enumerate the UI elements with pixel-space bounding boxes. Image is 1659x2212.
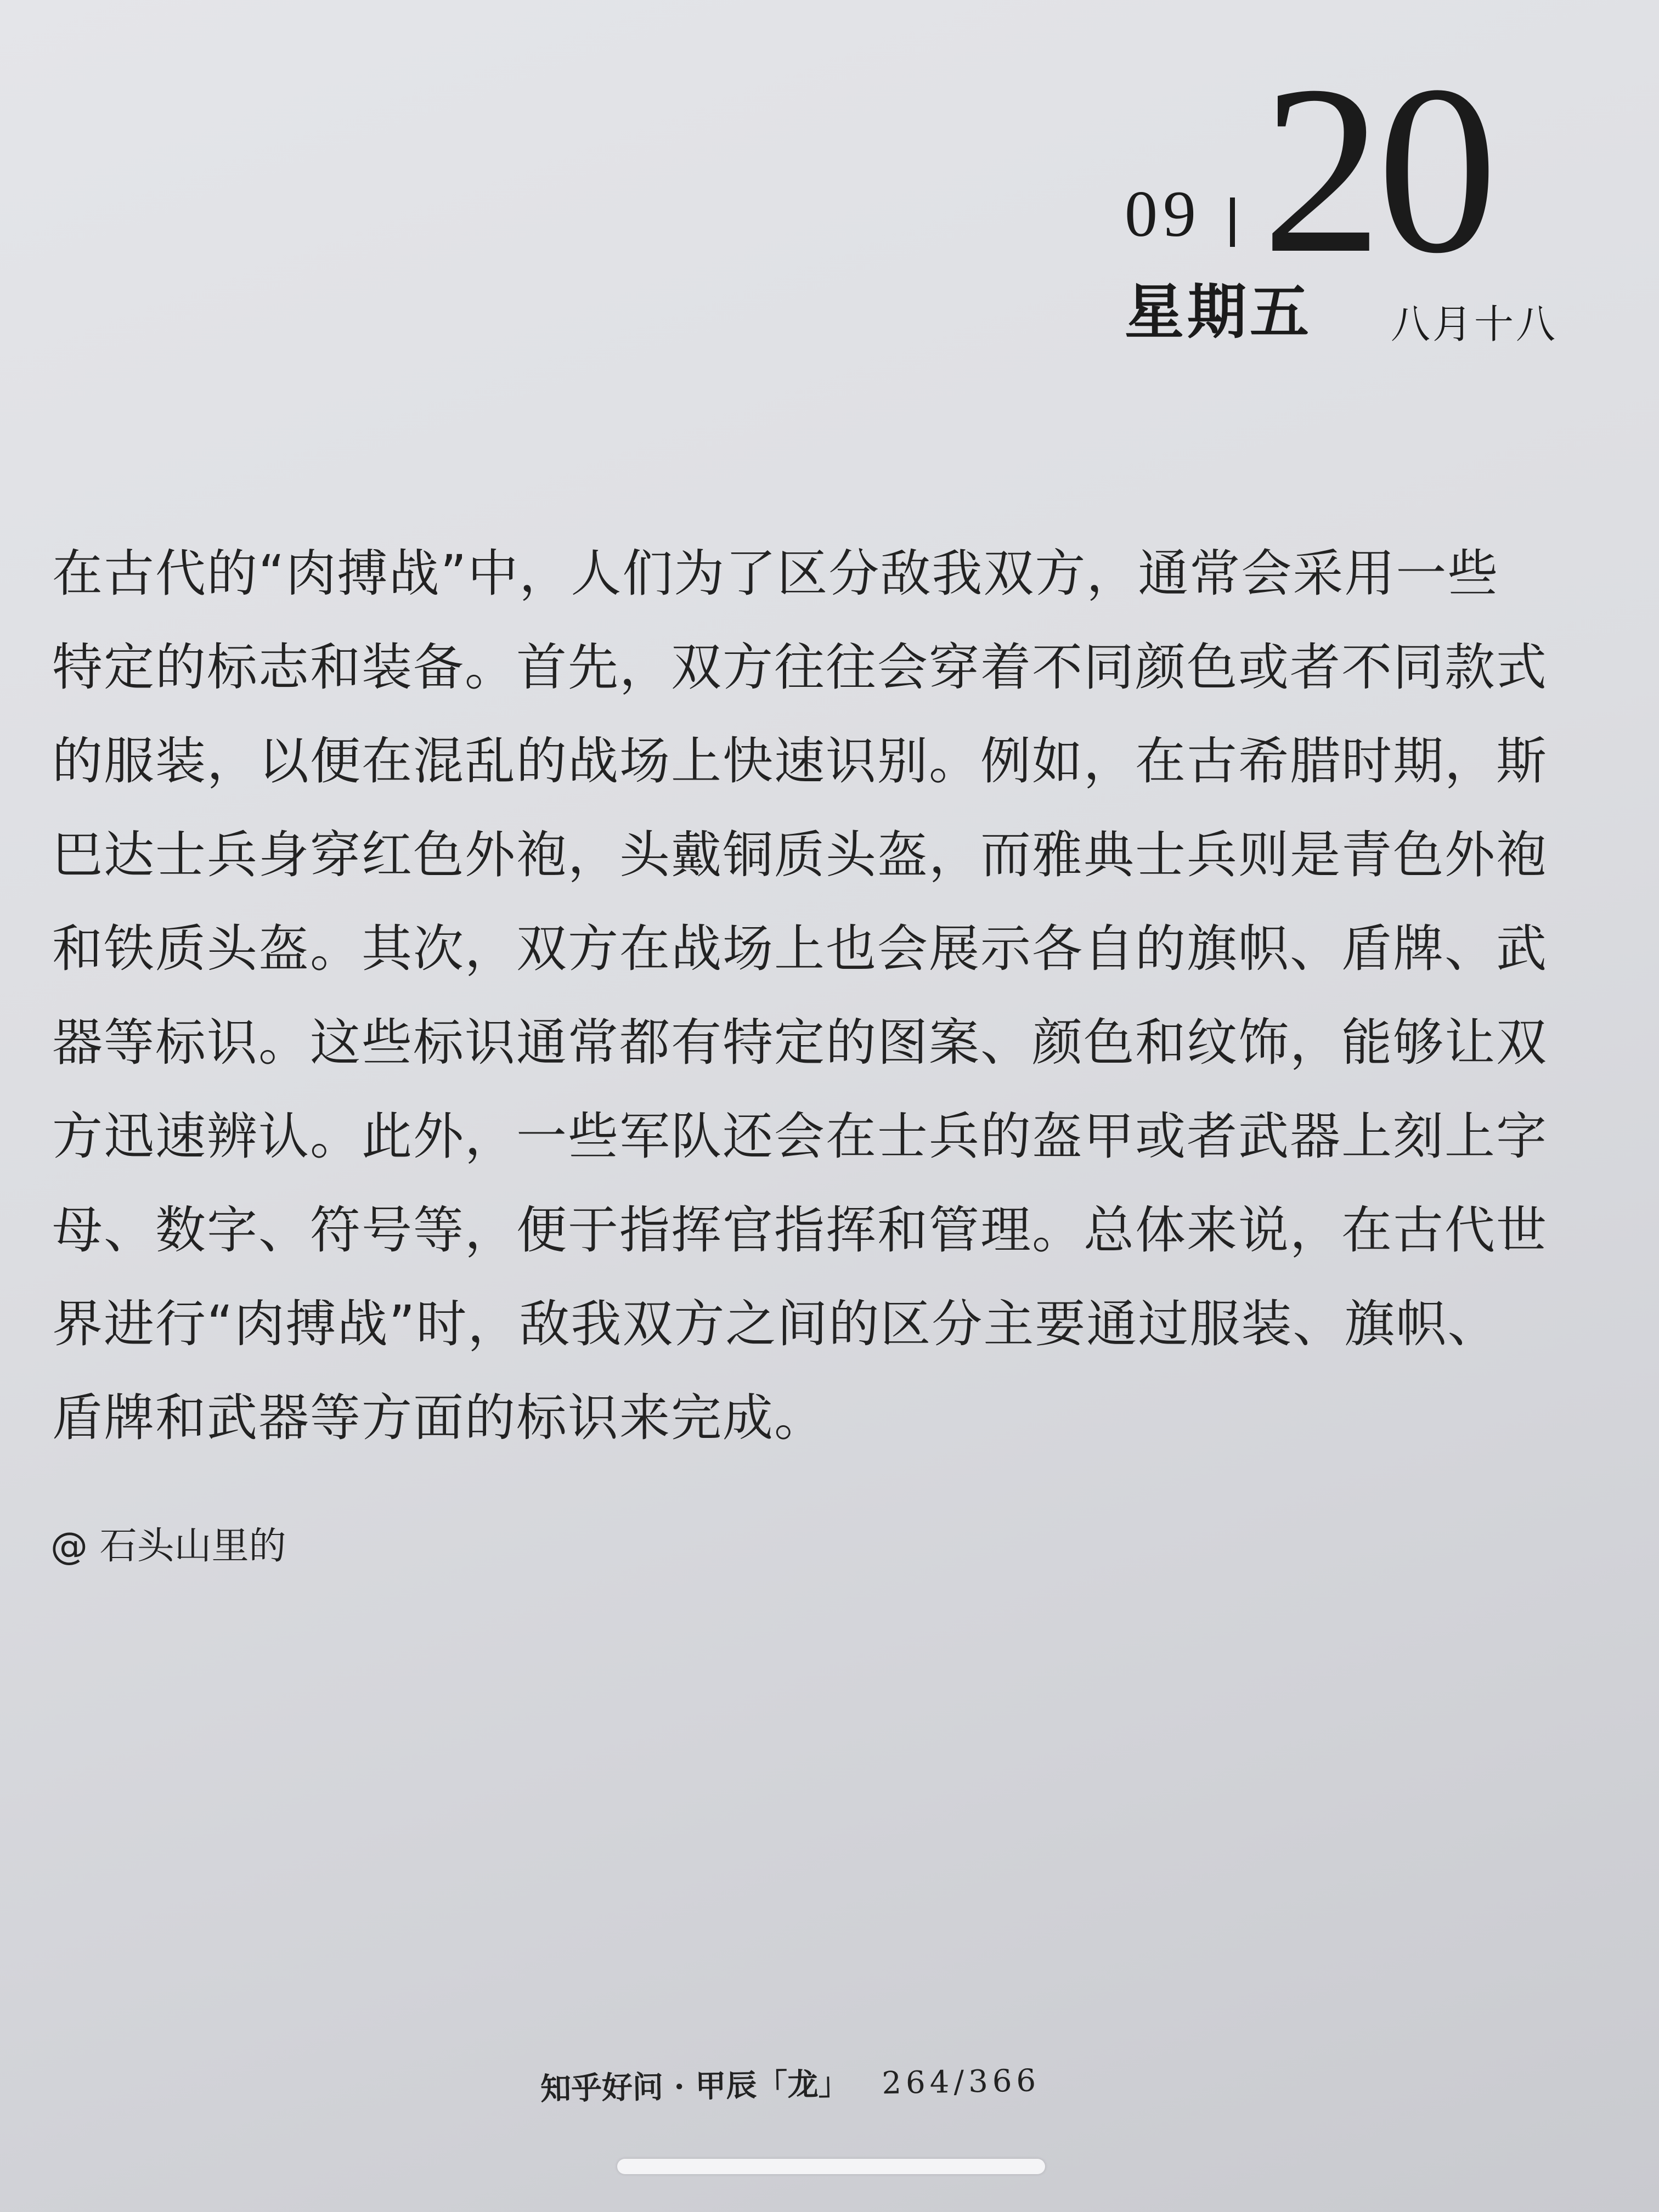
body-line: 方迅速辨认。此外，一些军队还会在士兵的盔甲或者武器上刻上字 [52, 1107, 1548, 1166]
lunar-date: 八月十八 [1391, 301, 1558, 347]
article-body [52, 527, 1610, 1465]
footer-title: 知乎好问 · 甲辰「龙」 [540, 2066, 849, 2107]
body-line: 的服装，以便在混乱的战场上快速识别。例如，在古希腊时期，斯 [52, 732, 1548, 791]
date-separator [1230, 198, 1235, 247]
author-credit: @ 石头山里的 [50, 1525, 286, 1568]
body-line: 巴达士兵身穿红色外袍，头戴铜质头盔，而雅典士兵则是青色外袍 [52, 826, 1548, 884]
body-line: 盾牌和武器等方面的标识来完成。 [52, 1389, 826, 1447]
page-footer [540, 2065, 1041, 2105]
day-number: 20 [1262, 36, 1492, 303]
body-line: 界进行“肉搏战”时，敌我双方之间的区分主要通过服装、旗帜、 [52, 1295, 1499, 1353]
page-number: 264/366 [881, 2063, 1041, 2102]
body-line: 母、数字、符号等，便于指挥官指挥和管理。总体来说，在古代世 [52, 1201, 1548, 1260]
home-indicator[interactable] [617, 2159, 1045, 2174]
body-line: 器等标识。这些标识通常都有特定的图案、颜色和纹饰，能够让双 [52, 1013, 1548, 1072]
body-line: 在古代的“肉搏战”中，人们为了区分敌我双方，通常会采用一些 [52, 544, 1499, 603]
month-number: 09 [1125, 177, 1201, 250]
weekday-label: 星期五 [1125, 278, 1313, 347]
body-line: 特定的标志和装备。首先，双方往往会穿着不同颜色或者不同款式 [52, 638, 1548, 697]
body-line: 和铁质头盔。其次，双方在战场上也会展示各自的旗帜、盾牌、武 [52, 919, 1548, 978]
